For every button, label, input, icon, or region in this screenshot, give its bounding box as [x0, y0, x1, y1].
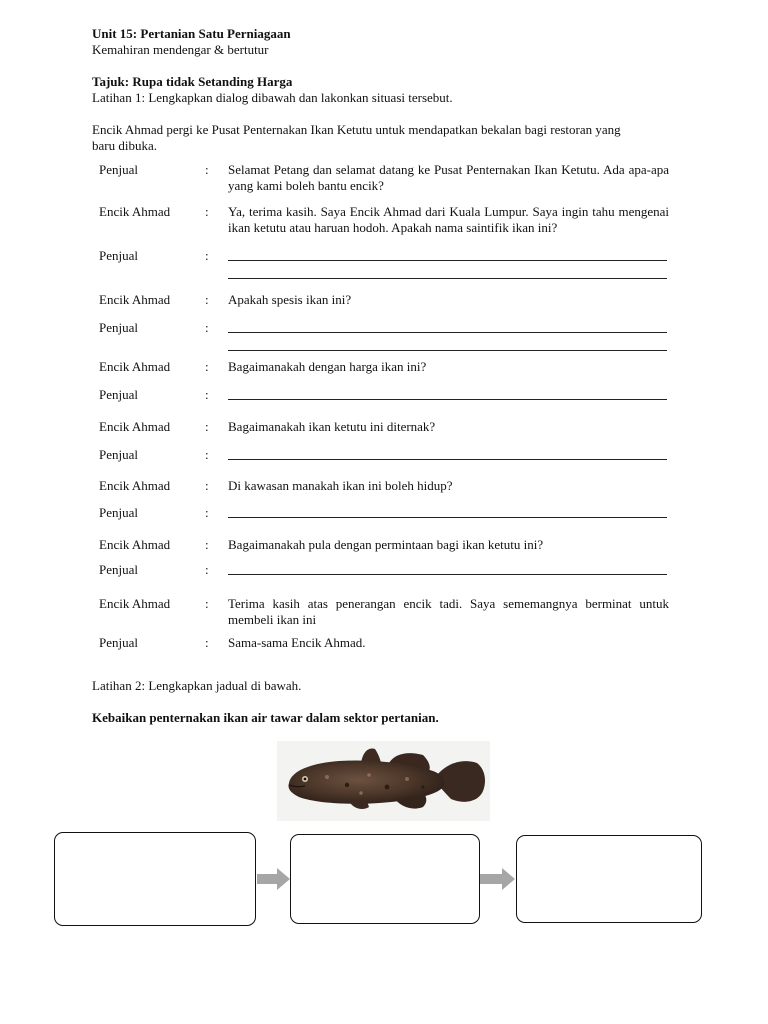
speaker-label: Penjual — [99, 447, 138, 462]
speaker-label: Encik Ahmad — [99, 419, 171, 434]
dialog-text: Apakah spesis ikan ini? — [228, 292, 352, 307]
skill-subtitle: Kemahiran mendengar & bertutur — [92, 42, 269, 57]
unit-title: Unit 15: Pertanian Satu Perniagaan — [92, 26, 291, 41]
colon: : — [205, 635, 209, 650]
colon: : — [205, 447, 209, 462]
speaker-label: Penjual — [99, 248, 138, 263]
exercise2-instruction: Latihan 2: Lengkapkan jadual di bawah. — [92, 678, 302, 693]
speaker-label: Penjual — [99, 635, 138, 650]
answer-line[interactable] — [228, 278, 667, 279]
fish-image — [277, 741, 490, 821]
arrow-right-icon — [257, 868, 290, 890]
intro-line-1: Encik Ahmad pergi ke Pusat Penternakan Ikan Ketutu untuk mendapatkan bekalan bagi restoran yang — [92, 122, 621, 137]
exercise2-block — [92, 678, 672, 726]
answer-box-2[interactable] — [290, 834, 480, 924]
fish-icon — [277, 741, 490, 821]
colon: : — [205, 478, 209, 493]
speaker-label: Penjual — [99, 562, 138, 577]
intro-line-2: baru dibuka. — [92, 138, 157, 153]
colon: : — [205, 505, 209, 520]
dialog-text: Terima kasih atas penerangan encik tadi. Saya sememangnya berminat untuk membeli ikan ini — [228, 596, 669, 627]
speaker-label: Encik Ahmad — [99, 596, 171, 611]
dialog-text: Bagaimanakah dengan harga ikan ini? — [228, 359, 427, 374]
speaker-label: Encik Ahmad — [99, 537, 171, 552]
colon: : — [205, 359, 209, 374]
speaker-label: Encik Ahmad — [99, 292, 171, 307]
speaker-label: Encik Ahmad — [99, 204, 171, 219]
speaker-label: Penjual — [99, 320, 138, 335]
colon: : — [205, 248, 209, 263]
answer-line[interactable] — [228, 260, 667, 261]
answer-line[interactable] — [228, 517, 667, 518]
speaker-label: Penjual — [99, 162, 138, 177]
answer-line[interactable] — [228, 459, 667, 460]
speaker-label: Penjual — [99, 387, 138, 402]
exercise2-heading: Kebaikan penternakan ikan air tawar dalam sektor pertanian. — [92, 710, 439, 725]
colon: : — [205, 537, 209, 552]
answer-line[interactable] — [228, 332, 667, 333]
colon: : — [205, 204, 209, 219]
colon: : — [205, 419, 209, 434]
answer-line[interactable] — [228, 350, 667, 351]
speaker-label: Encik Ahmad — [99, 359, 171, 374]
topic-title: Tajuk: Rupa tidak Setanding Harga — [92, 74, 293, 89]
colon: : — [205, 292, 209, 307]
speaker-label: Penjual — [99, 505, 138, 520]
header-block — [92, 26, 672, 154]
colon: : — [205, 320, 209, 335]
arrow-right-icon — [480, 868, 515, 890]
answer-box-3[interactable] — [516, 835, 702, 923]
answer-line[interactable] — [228, 399, 667, 400]
dialog-text: Sama-sama Encik Ahmad. — [228, 635, 366, 650]
dialog-text: Di kawasan manakah ikan ini boleh hidup? — [228, 478, 453, 493]
dialog-text: Selamat Petang dan selamat datang ke Pusat Penternakan Ikan Ketutu. Ada apa-apa yang kami boleh bantu encik? — [228, 162, 669, 193]
speaker-label: Encik Ahmad — [99, 478, 171, 493]
colon: : — [205, 562, 209, 577]
colon: : — [205, 162, 209, 177]
dialog-text: Bagaimanakah ikan ketutu ini diternak? — [228, 419, 436, 434]
answer-box-1[interactable] — [54, 832, 256, 926]
exercise1-instruction: Latihan 1: Lengkapkan dialog dibawah dan lakonkan situasi tersebut. — [92, 90, 453, 105]
dialog-text: Bagaimanakah pula dengan permintaan bagi ikan ketutu ini? — [228, 537, 544, 552]
colon: : — [205, 596, 209, 611]
answer-line[interactable] — [228, 574, 667, 575]
dialog-text: Ya, terima kasih. Saya Encik Ahmad dari Kuala Lumpur. Saya ingin tahu mengenai ikan ketutu atau haruan hodoh. Apakah nama saintifik ikan ini? — [228, 204, 669, 235]
colon: : — [205, 387, 209, 402]
